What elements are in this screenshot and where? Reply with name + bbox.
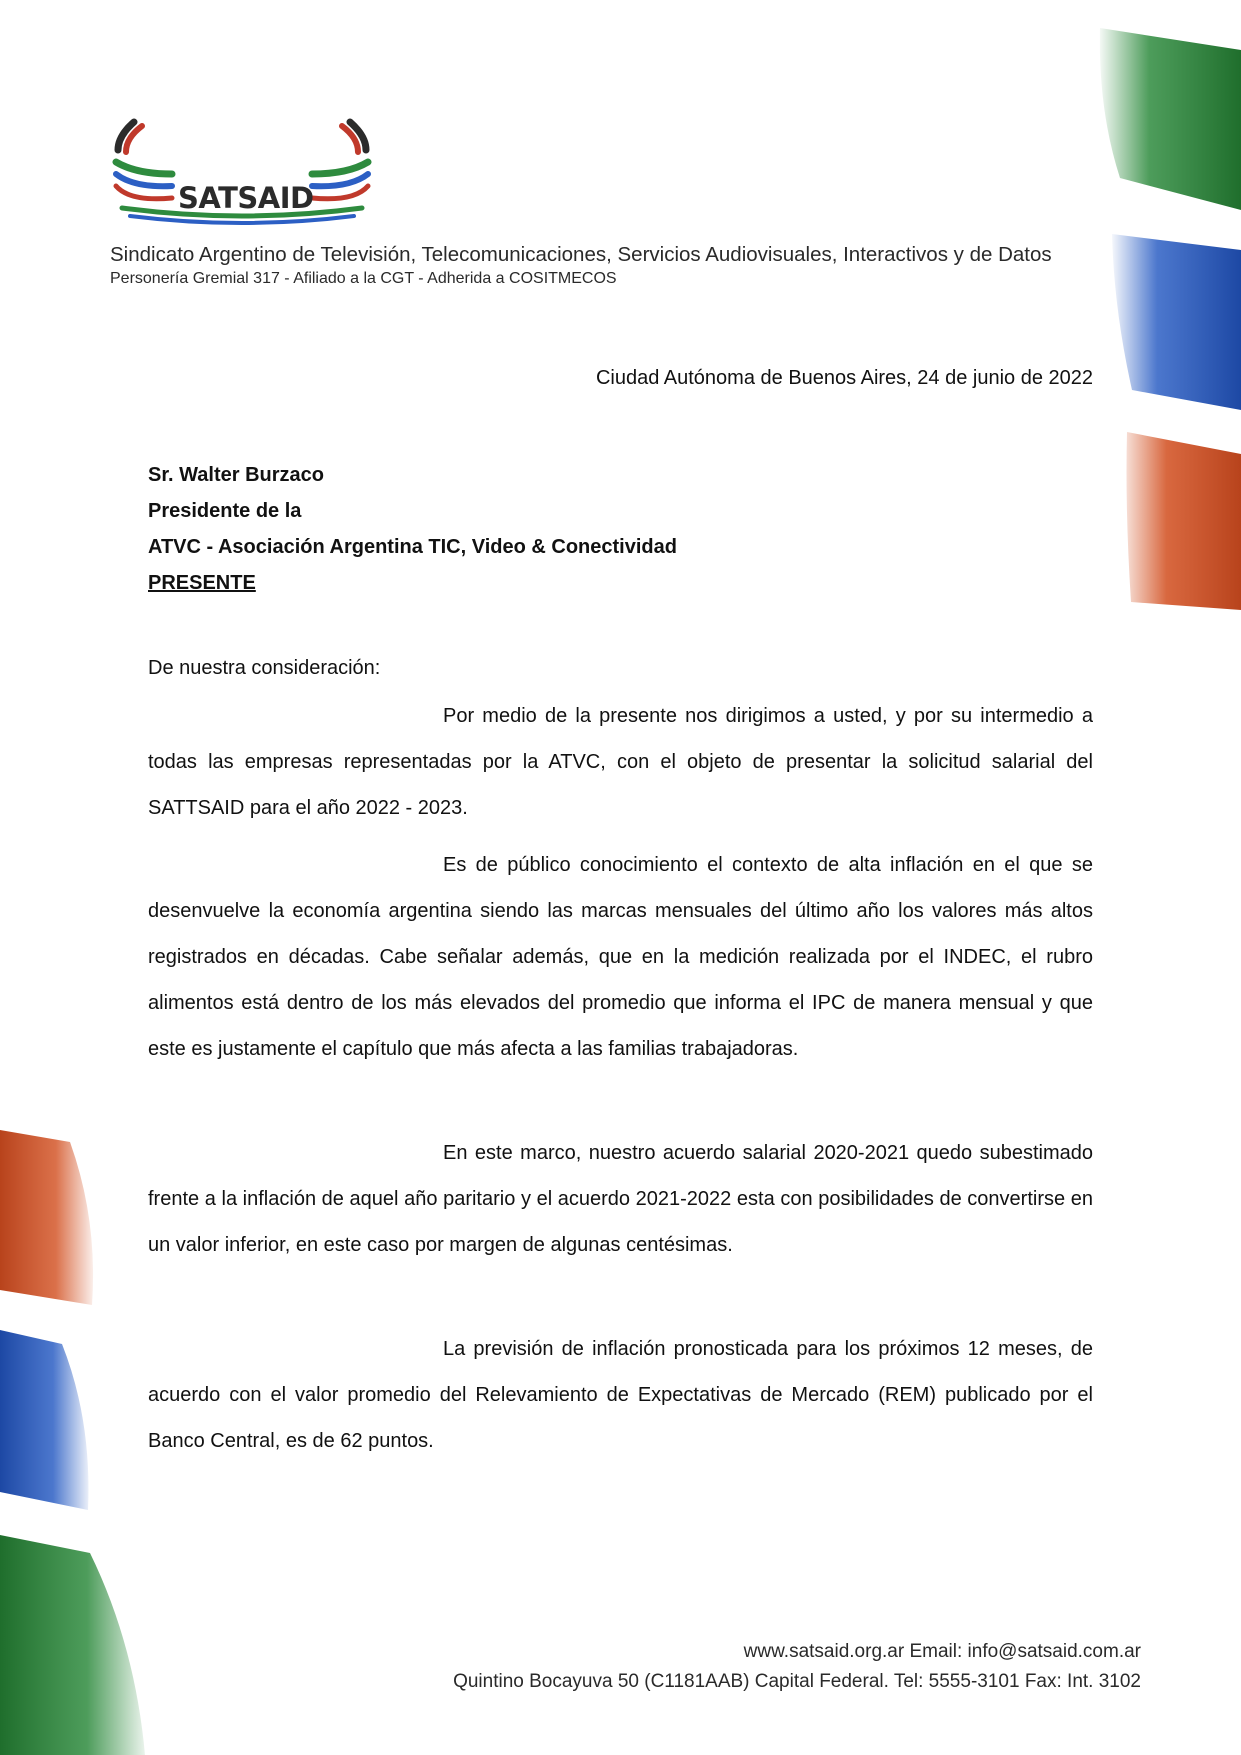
recipient-role: Presidente de la [148, 500, 302, 522]
salutation: De nuestra consideración: [148, 657, 381, 679]
recipient-name: Sr. Walter Burzaco [148, 464, 324, 486]
logo-wordmark: SATSAID [178, 181, 314, 215]
body-paragraph-2: Es de público conocimiento el contexto de alta inflación en el que se desenvuelve la economía argentina siendo las marcas mensuales del último año los valores más altos registrados en décadas. Cabe señalar además, que en la medición realizada por el INDEC, el rubro alimentos está dentro de los más elevados del promedio que informa el IPC de manera mensual y que este es justamente el capítulo que más afecta a las familias trabajadoras. [148, 854, 1093, 1060]
orange-stripe-right [1123, 430, 1241, 610]
green-stripe-top-right [1090, 20, 1241, 210]
orange-stripe-left [0, 1130, 100, 1305]
green-stripe-left [0, 1535, 150, 1755]
body-paragraph-4: La previsión de inflación pronosticada para los próximos 12 meses, de acuerdo con el valor promedio del Relevamiento de Expectativas de Mercado (REM) publicado por el Banco Central, es de 62 puntos. [148, 1338, 1093, 1452]
union-registration-line: Personería Gremial 317 - Afiliado a la CGT - Adherida a COSITMECOS [110, 270, 617, 287]
body-paragraph-3: En este marco, nuestro acuerdo salarial 2020-2021 quedo subestimado frente a la inflación de aquel año paritario y el acuerdo 2021-2022 esta con posibilidades de convertirse en un valor inferior, en este caso por margen de algunas centésimas. [148, 1142, 1093, 1256]
footer-web-email: www.satsaid.org.ar Email: info@satsaid.com.ar [743, 1641, 1141, 1662]
date-line: Ciudad Autónoma de Buenos Aires, 24 de junio de 2022 [595, 367, 1093, 389]
recipient-block [148, 457, 677, 601]
blue-stripe-left [0, 1330, 95, 1510]
body-paragraph-1: Por medio de la presente nos dirigimos a usted, y por su intermedio a todas las empresas representadas por la ATVC, con el objeto de presentar la solicitud salarial del SATTSAID para el año 2022 - 2023. [148, 705, 1093, 819]
union-full-name: Sindicato Argentino de Televisión, Telecomunicaciones, Servicios Audiovisuales, Interactivos y de Datos [110, 243, 1052, 266]
blue-stripe-right [1108, 230, 1241, 410]
presente-label: PRESENTE [148, 572, 256, 594]
recipient-organization: ATVC - Asociación Argentina TIC, Video & Conectividad [148, 536, 677, 558]
footer-address: Quintino Bocayuva 50 (C1181AAB) Capital Federal. Tel: 5555-3101 Fax: Int. 3102 [453, 1671, 1141, 1692]
